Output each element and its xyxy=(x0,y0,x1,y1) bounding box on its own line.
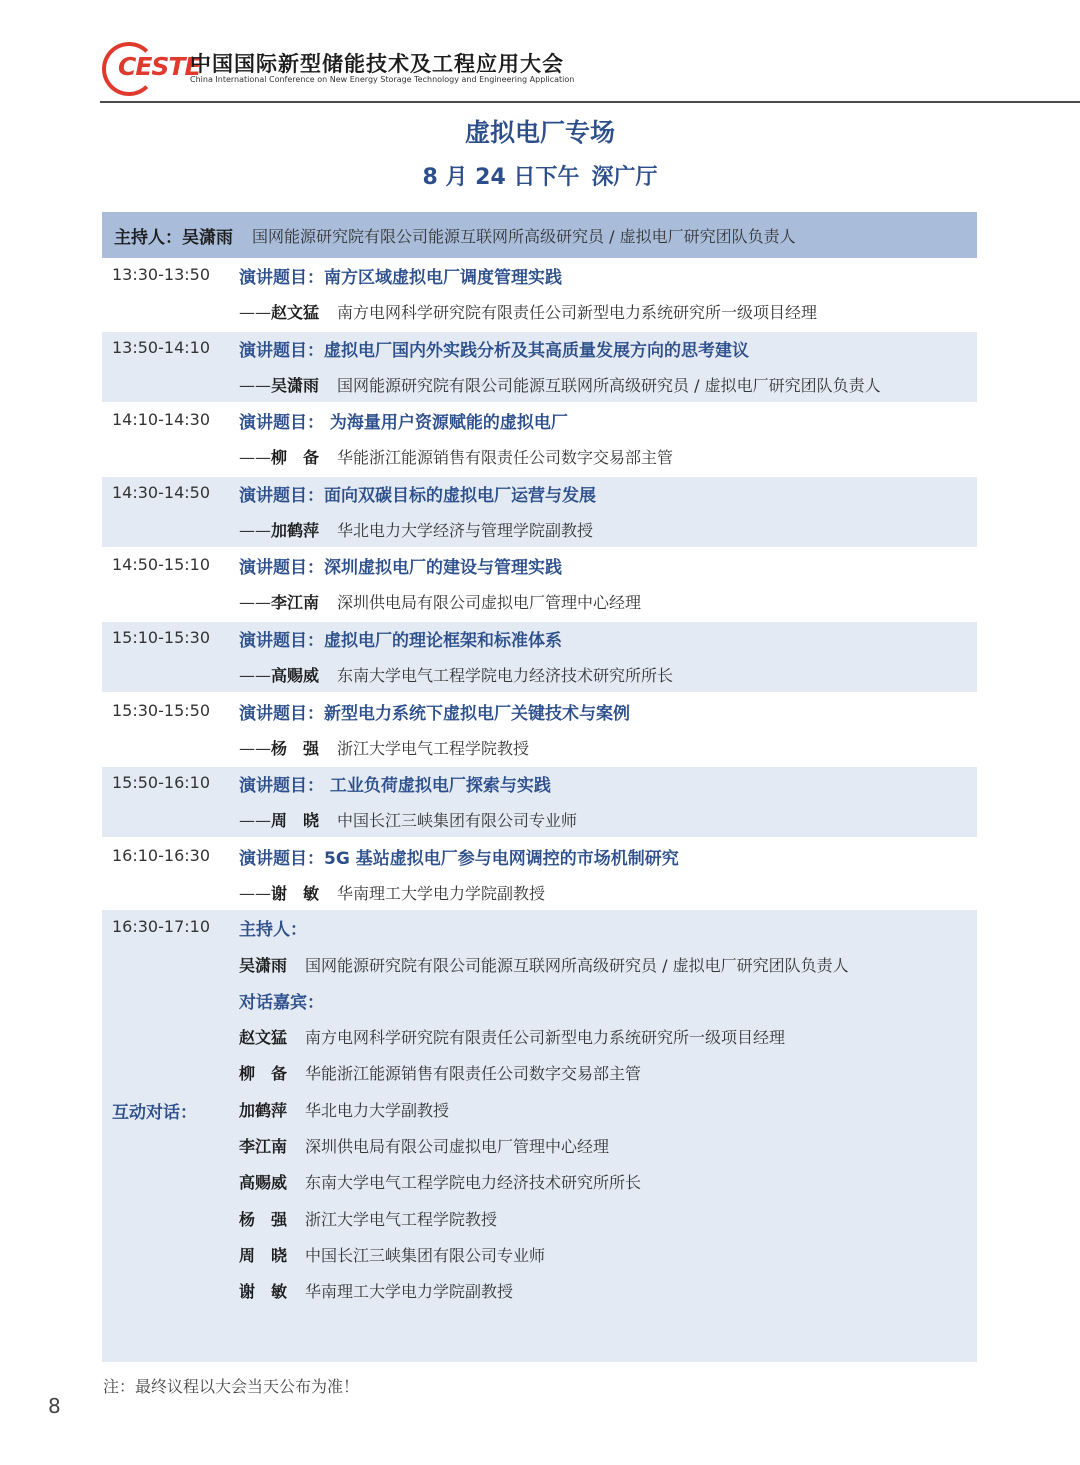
speaker-affiliation: 东南大学电气工程学院电力经济技术研究所所长 xyxy=(337,666,674,685)
agenda-time: 15:50-16:10 xyxy=(112,773,210,793)
host-bar xyxy=(102,212,977,258)
host-description: 国网能源研究院有限公司能源互联网所高级研究员 / 虚拟电厂研究团队负责人 xyxy=(252,227,796,246)
speaker-affiliation: 中国长江三峡集团有限公司专业师 xyxy=(337,811,578,831)
panel-host-label: 主持人： xyxy=(239,920,307,940)
speaker-affiliation: 国网能源研究院有限公司能源互联网所高级研究员 / 虚拟电厂研究团队负责人 xyxy=(337,375,881,395)
panel-mode: 互动对话： xyxy=(112,1103,197,1123)
speaker-affiliation: 浙江大学电气工程学院教授 xyxy=(337,738,530,758)
speaker-affiliation: 华能浙江能源销售有限责任公司数字交易部主管 xyxy=(337,448,674,468)
agenda-topic: 演讲题目：虚拟电厂的理论框架和标准体系 xyxy=(239,631,562,651)
guest-affiliation: 浙江大学电气工程学院教授 xyxy=(305,1209,498,1229)
agenda-speaker xyxy=(239,663,673,686)
guest-affiliation: 华南理工大学电力学院副教授 xyxy=(305,1282,514,1302)
agenda-item xyxy=(102,767,977,837)
guest-affiliation: 中国长江三峡集团有限公司专业师 xyxy=(305,1245,546,1265)
agenda-speaker xyxy=(239,445,673,468)
speaker-affiliation: 南方电网科学研究院有限责任公司新型电力系统研究所一级项目经理 xyxy=(337,303,818,322)
agenda-topic: 演讲题目：深圳虚拟电厂的建设与管理实践 xyxy=(239,558,562,579)
speaker-name: 李江南 xyxy=(271,593,320,613)
speaker-affiliation: 华北电力大学经济与管理学院副教授 xyxy=(337,520,594,540)
speaker-dash: —— xyxy=(239,593,271,613)
page-number: 8 xyxy=(48,1394,61,1418)
speaker-dash: —— xyxy=(239,666,271,685)
agenda-time: 15:10-15:30 xyxy=(112,628,210,647)
panel-host-name: 吴潇雨 xyxy=(239,956,288,975)
conference-logo xyxy=(100,38,201,98)
host-label: 主持人：吴潇雨 xyxy=(114,228,233,248)
agenda-time: 14:10-14:30 xyxy=(112,410,210,430)
speaker-name: 谢 敏 xyxy=(271,883,320,903)
speaker-affiliation: 深圳供电局有限公司虚拟电厂管理中心经理 xyxy=(337,593,642,613)
speaker-dash: —— xyxy=(239,448,271,468)
panel-guest xyxy=(239,1243,545,1266)
header-divider xyxy=(100,101,1080,103)
agenda-speaker xyxy=(239,373,881,396)
speaker-dash: —— xyxy=(239,811,271,831)
speaker-dash: —— xyxy=(239,883,271,903)
agenda-time: 13:30-13:50 xyxy=(112,265,210,284)
agenda-item xyxy=(102,332,977,402)
speaker-dash: —— xyxy=(239,738,271,758)
agenda-time: 14:30-14:50 xyxy=(112,482,210,502)
panel-host-row xyxy=(239,953,849,976)
guest-name: 柳 备 xyxy=(239,1064,288,1084)
conference-title: 中国国际新型储能技术及工程应用大会 xyxy=(190,52,564,76)
agenda-speaker xyxy=(239,518,593,541)
agenda-speaker xyxy=(239,300,817,323)
agenda-time: 16:10-16:30 xyxy=(112,845,210,865)
panel-guest xyxy=(239,1025,785,1048)
guest-affiliation: 华能浙江能源销售有限责任公司数字交易部主管 xyxy=(305,1064,642,1084)
guest-name: 杨 强 xyxy=(239,1209,288,1229)
agenda-item xyxy=(102,404,977,474)
speaker-name: 赵文猛 xyxy=(271,303,320,322)
session-date-venue xyxy=(0,160,1080,191)
agenda-speaker xyxy=(239,736,529,759)
guest-affiliation: 深圳供电局有限公司虚拟电厂管理中心经理 xyxy=(305,1136,610,1156)
agenda-item xyxy=(102,477,977,547)
agenda-item xyxy=(102,622,977,692)
session-date: 8 月 24 日下午 xyxy=(422,165,580,190)
guest-affiliation: 华北电力大学副教授 xyxy=(305,1100,450,1120)
agenda-topic: 演讲题目：虚拟电厂国内外实践分析及其高质量发展方向的思考建议 xyxy=(239,340,749,361)
conference-header xyxy=(100,38,1080,102)
speaker-name: 周 晓 xyxy=(271,811,320,831)
agenda-item xyxy=(102,840,977,910)
agenda-time: 13:50-14:10 xyxy=(112,337,210,357)
panel-guest xyxy=(239,1061,641,1084)
agenda-time: 15:30-15:50 xyxy=(112,700,210,720)
guest-affiliation: 东南大学电气工程学院电力经济技术研究所所长 xyxy=(305,1173,642,1193)
agenda-topic: 演讲题目：5G 基站虚拟电厂参与电网调控的市场机制研究 xyxy=(239,848,679,869)
conference-subtitle-en: China International Conference on New Energy Storage Technology and Engineering Application xyxy=(190,75,575,84)
panel-guests-label: 对话嘉宾： xyxy=(239,993,324,1013)
agenda-topic: 演讲题目：新型电力系统下虚拟电厂关键技术与案例 xyxy=(239,703,630,724)
guest-name: 加鹤萍 xyxy=(239,1100,288,1120)
guest-affiliation: 南方电网科学研究院有限责任公司新型电力系统研究所一级项目经理 xyxy=(305,1028,786,1047)
guest-name: 李江南 xyxy=(239,1136,288,1156)
speaker-affiliation: 华南理工大学电力学院副教授 xyxy=(337,883,546,903)
agenda-time: 14:50-15:10 xyxy=(112,555,210,575)
speaker-name: 吴潇雨 xyxy=(271,375,320,395)
agenda-item xyxy=(102,549,977,619)
guest-name: 谢 敏 xyxy=(239,1282,288,1302)
guest-name: 高赐威 xyxy=(239,1173,288,1193)
agenda-topic: 演讲题目：面向双碳目标的虚拟电厂运营与发展 xyxy=(239,485,596,506)
footnote: 注：最终议程以大会当天公布为准！ xyxy=(103,1377,360,1396)
panel-discussion xyxy=(102,910,977,1362)
panel-guest xyxy=(239,1098,449,1121)
panel-guest xyxy=(239,1170,641,1193)
panel-host-affil: 国网能源研究院有限公司能源互联网所高级研究员 / 虚拟电厂研究团队负责人 xyxy=(305,956,849,975)
agenda-topic: 演讲题目： 为海量用户资源赋能的虚拟电厂 xyxy=(239,413,568,434)
speaker-name: 高赐威 xyxy=(271,666,320,685)
agenda-speaker xyxy=(239,590,641,613)
agenda-topic: 演讲题目： 工业负荷虚拟电厂探索与实践 xyxy=(239,776,551,797)
agenda-speaker xyxy=(239,881,545,904)
logo-text: CESTE xyxy=(118,52,201,81)
agenda-item xyxy=(102,259,977,329)
speaker-dash: —— xyxy=(239,520,271,540)
panel-guest xyxy=(239,1207,497,1230)
guest-name: 周 晓 xyxy=(239,1245,288,1265)
agenda-speaker xyxy=(239,808,577,831)
panel-time: 16:30-17:10 xyxy=(112,917,210,936)
guest-name: 赵文猛 xyxy=(239,1028,288,1047)
speaker-name: 杨 强 xyxy=(271,738,320,758)
panel-guest xyxy=(239,1279,513,1302)
speaker-name: 加鹤萍 xyxy=(271,520,320,540)
page-title: 虚拟电厂专场 xyxy=(464,118,615,147)
session-venue: 深广厅 xyxy=(591,165,658,190)
speaker-dash: —— xyxy=(239,375,271,395)
speaker-name: 柳 备 xyxy=(271,448,320,468)
speaker-dash: —— xyxy=(239,303,271,322)
panel-guest xyxy=(239,1134,609,1157)
agenda-item xyxy=(102,695,977,765)
agenda-topic: 演讲题目：南方区域虚拟电厂调度管理实践 xyxy=(239,268,562,288)
